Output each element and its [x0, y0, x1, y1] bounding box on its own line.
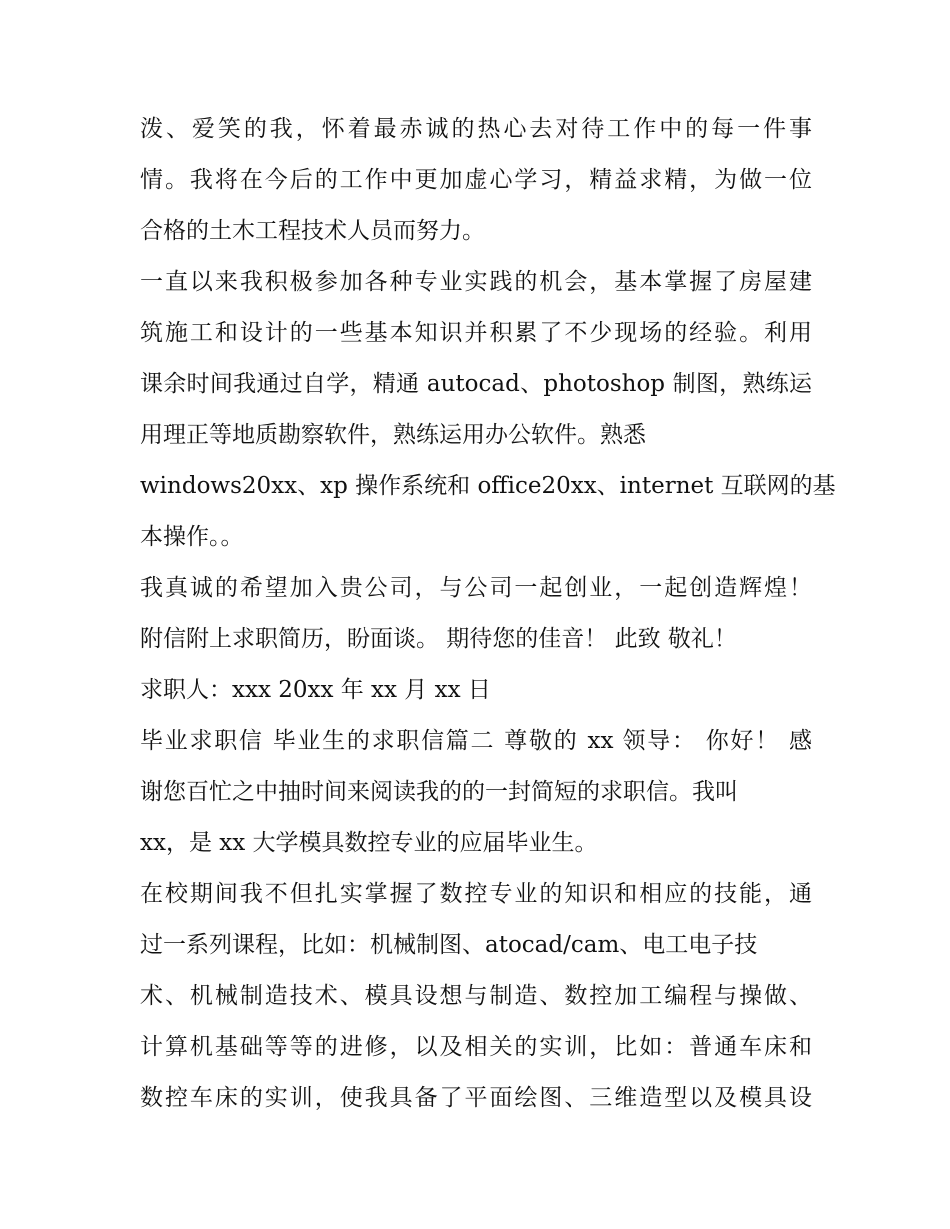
- text-line: 情。我将在今后的工作中更加虚心学习，精益求精，为做一位: [140, 167, 812, 193]
- text-line: 用理正等地质勘察软件，熟练运用办公软件。熟悉: [140, 422, 646, 448]
- text-line: 数控车床的实训，使我具备了平面绘图、三维造型以及模具设: [140, 1085, 812, 1111]
- text-line: 过一系列课程，比如：机械制图、atocad/cam、电工电子技: [140, 932, 758, 958]
- text-line: 谢您百忙之中抽时间来阅读我的的一封简短的求职信。我叫: [140, 779, 738, 805]
- text-line: 毕业求职信 毕业生的求职信篇二 尊敬的 xx 领导： 你好！ 感: [140, 728, 812, 754]
- text-line: 课余时间我通过自学，精通 autocad、photoshop 制图，熟练运: [140, 371, 812, 397]
- text-line: 泼、爱笑的我，怀着最赤诚的热心去对待工作中的每一件事: [140, 116, 812, 142]
- text-line: windows20xx、xp 操作系统和 office20xx、internet 互联网的基: [140, 473, 836, 499]
- text-line: 附信附上求职简历，盼面谈。 期待您的佳音！ 此致 敬礼！: [140, 626, 737, 652]
- text-line: 合格的土木工程技术人员而努力。: [140, 218, 485, 244]
- signature-line: 求职人：xxx 20xx 年 xx 月 xx 日: [140, 677, 491, 703]
- text-line: 在校期间我不但扎实掌握了数控专业的知识和相应的技能，通: [140, 881, 812, 907]
- text-line: 一直以来我积极参加各种专业实践的机会，基本掌握了房屋建: [140, 269, 812, 295]
- text-line: 我真诚的希望加入贵公司，与公司一起创业，一起创造辉煌！: [140, 575, 812, 601]
- text-line: 本操作。。: [140, 524, 244, 550]
- text-line: 筑施工和设计的一些基本知识并积累了不少现场的经验。利用: [140, 320, 812, 346]
- document-body: [140, 104, 836, 1124]
- text-line: 术、机械制造技术、模具设想与制造、数控加工编程与操做、: [140, 983, 812, 1009]
- text-line: 计算机基础等等的进修，以及相关的实训，比如：普通车床和: [140, 1034, 812, 1060]
- text-line: xx，是 xx 大学模具数控专业的应届毕业生。: [140, 830, 598, 856]
